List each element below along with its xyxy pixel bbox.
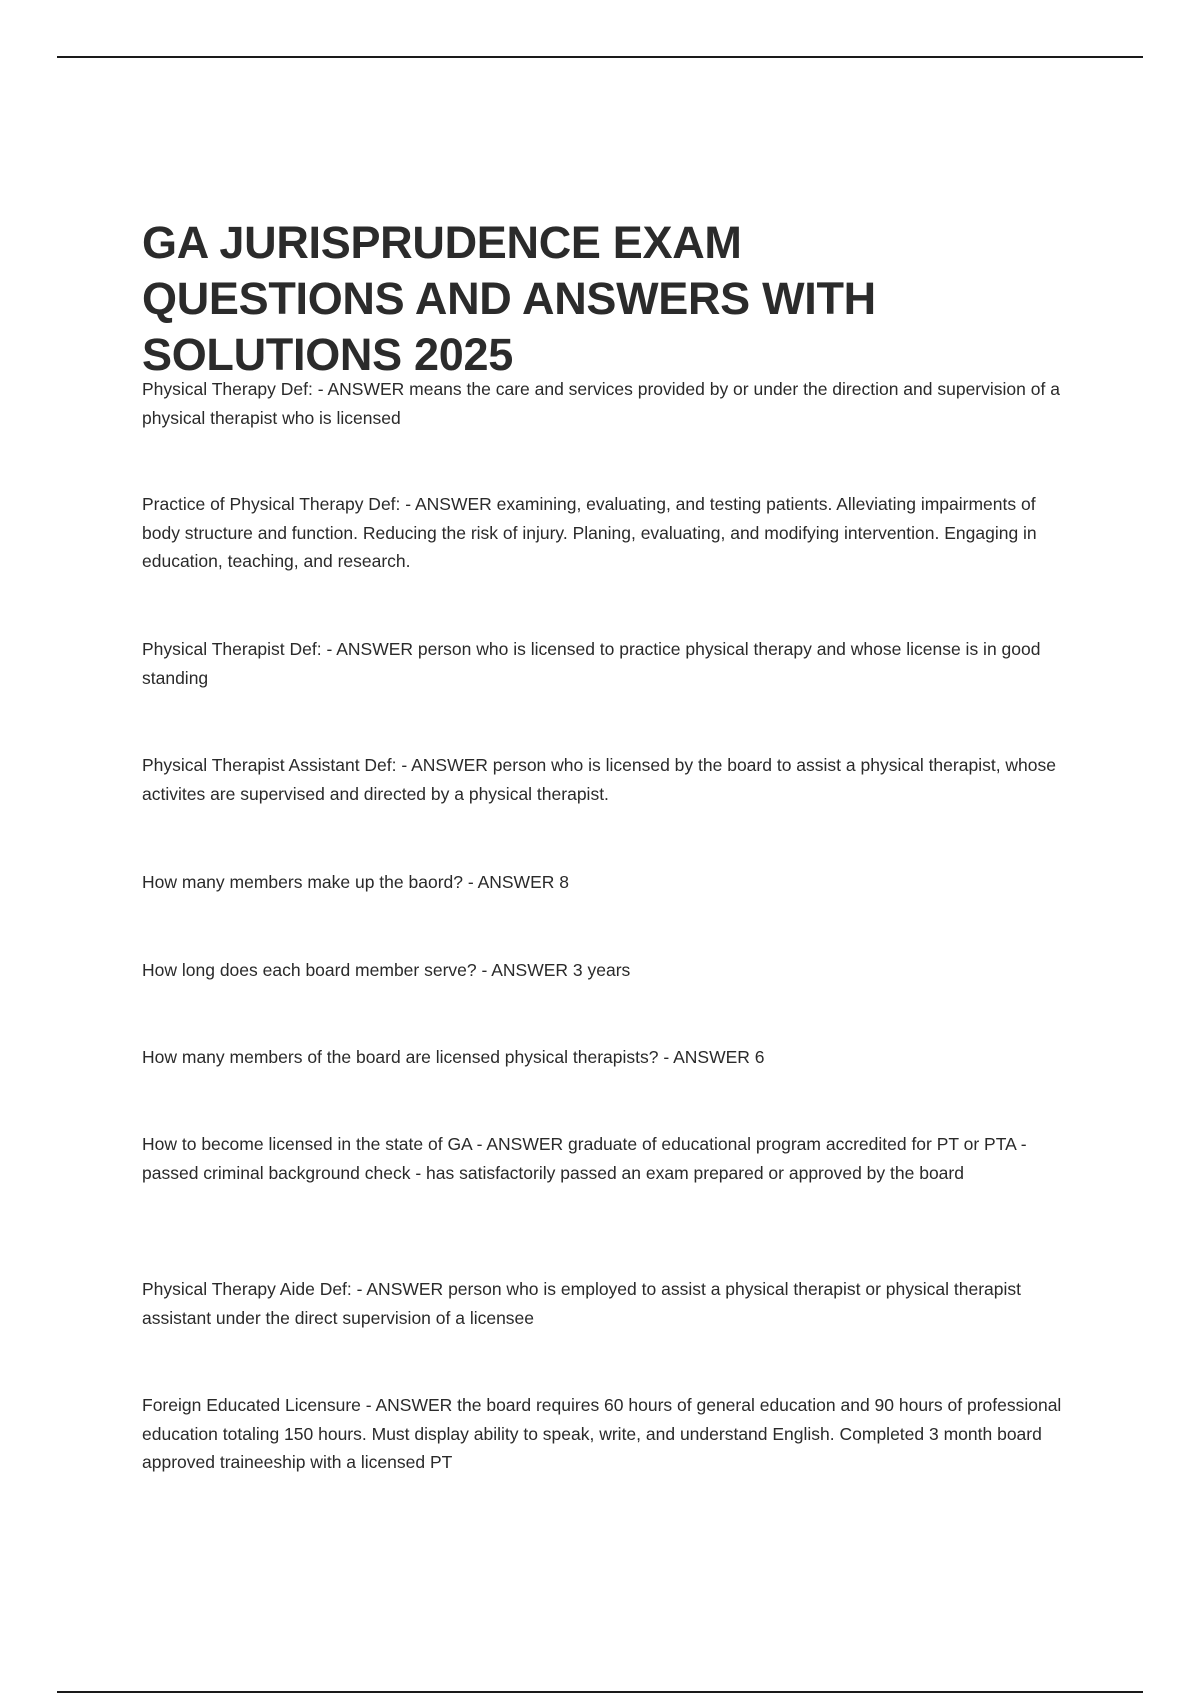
question-text: Foreign Educated Licensure	[142, 1395, 361, 1415]
answer-marker: - ANSWER	[360, 1395, 458, 1415]
answer-text: graduate of educational program accredited for PT or PTA - passed criminal background check - has satisfactorily passed an exam prepared or approved by the board	[142, 1134, 1027, 1183]
qa-item	[142, 635, 1072, 692]
answer-marker: - ANSWER	[396, 755, 493, 775]
answer-marker: - ANSWER	[471, 1134, 569, 1154]
bottom-rule	[57, 1691, 1143, 1693]
answer-marker: - ANSWER	[476, 960, 573, 980]
document-title	[142, 215, 1042, 383]
title-line: GA JURISPRUDENCE EXAM	[142, 217, 742, 268]
answer-text: 6	[754, 1047, 765, 1067]
answer-text: the board requires 60 hours of general education and 90 hours of professional education totaling 150 hours. Must display ability to speak, write, and understand English. Completed 3 month board approved traineeship with a licensed PT	[142, 1395, 1062, 1472]
question-text: Practice of Physical Therapy Def:	[142, 494, 401, 514]
answer-text: person who is licensed to practice physical therapy and whose license is in good standing	[142, 639, 1041, 688]
qa-item	[142, 868, 1072, 897]
answer-marker: - ANSWER	[658, 1047, 755, 1067]
qa-item	[142, 1391, 1072, 1477]
question-text: How long does each board member serve?	[142, 960, 477, 980]
qa-item	[142, 751, 1072, 808]
answer-marker: - ANSWER	[462, 872, 560, 892]
question-text: Physical Therapist Def:	[142, 639, 322, 659]
answer-marker: - ANSWER	[351, 1279, 449, 1299]
top-rule	[57, 56, 1143, 58]
answer-text: person who is licensed by the board to assist a physical therapist, whose activites are supervised and directed by a physical therapist.	[142, 755, 1057, 804]
question-text: How to become licensed in the state of GA	[142, 1134, 472, 1154]
answer-text: 8	[559, 872, 569, 892]
qa-item	[142, 1043, 1072, 1072]
question-text: Physical Therapy Def:	[142, 379, 313, 399]
qa-item	[142, 1275, 1072, 1332]
answer-text: person who is employed to assist a physical therapist or physical therapist assistant under the direct supervision of a licensee	[142, 1279, 1021, 1328]
qa-item	[142, 956, 1072, 985]
title-line: QUESTIONS AND ANSWERS WITH	[142, 273, 876, 324]
answer-marker: - ANSWER	[321, 639, 418, 659]
question-text: Physical Therapist Assistant Def:	[142, 755, 397, 775]
qa-item	[142, 490, 1072, 576]
question-text: How many members make up the baord?	[142, 872, 463, 892]
title-line: SOLUTIONS 2025	[142, 329, 513, 380]
question-text: Physical Therapy Aide Def:	[142, 1279, 352, 1299]
answer-text: means the care and services provided by or under the direction and supervision of a physical therapist who is licensed	[142, 379, 1060, 428]
question-text: How many members of the board are licensed physical therapists?	[142, 1047, 659, 1067]
answer-marker: - ANSWER	[400, 494, 497, 514]
answer-marker: - ANSWER	[312, 379, 410, 399]
answer-text: 3 years	[572, 960, 631, 980]
answer-text: examining, evaluating, and testing patients. Alleviating impairments of body structure and function. Reducing the risk of injury. Planing, evaluating, and modifying intervention. Engaging in education, teaching, and research.	[142, 494, 1037, 571]
qa-item	[142, 1130, 1072, 1187]
qa-item	[142, 375, 1072, 432]
